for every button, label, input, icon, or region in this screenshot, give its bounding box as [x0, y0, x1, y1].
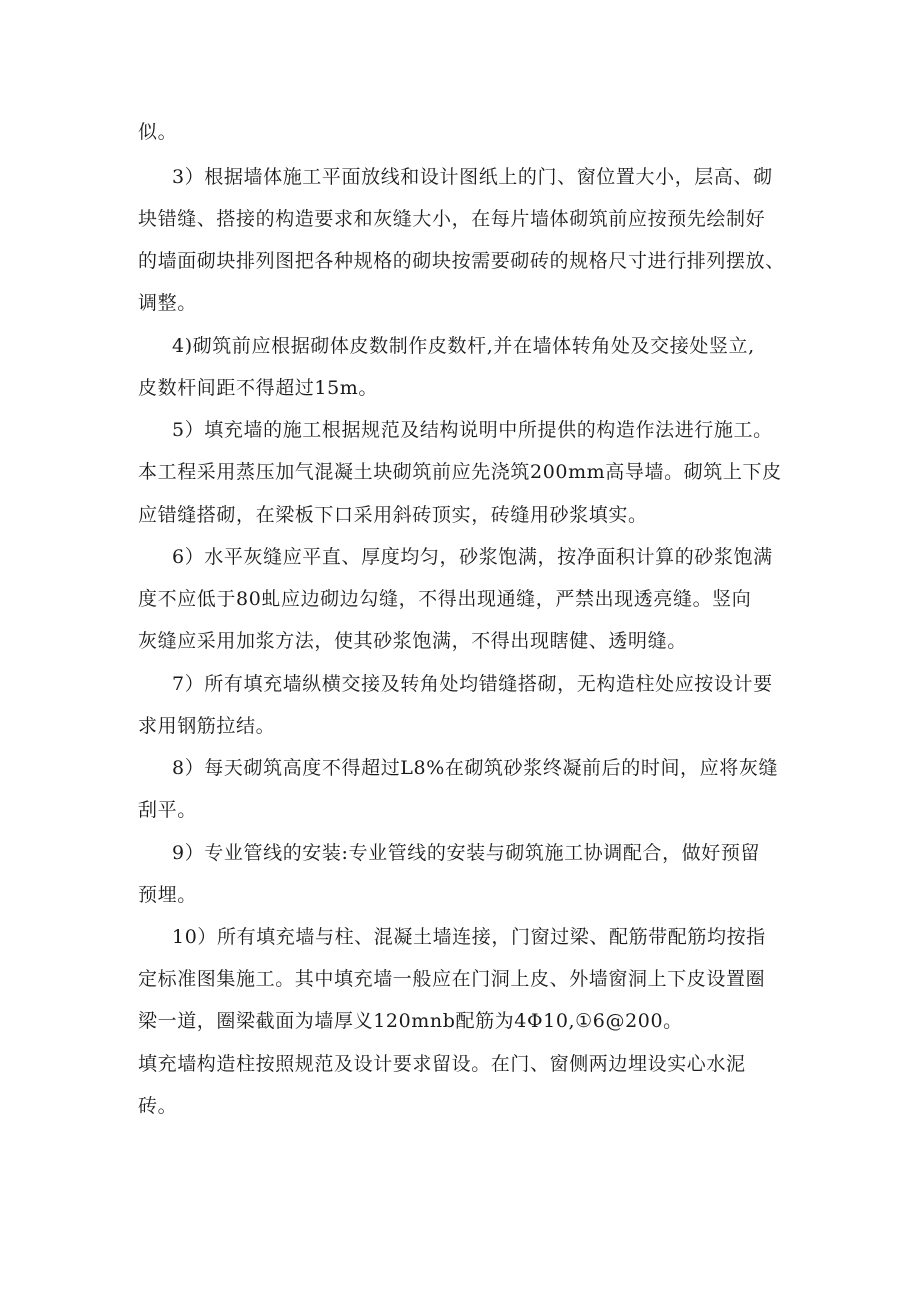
paragraph-10-line-1: 10）所有填充墙与柱、混凝土墙连接，门窗过梁、配筋带配筋均按指 — [172, 926, 766, 948]
paragraph-6-line-2: 度不应低于80虬应边砌边勾缝，不得出现通缝，严禁出现透亮缝。竖向 — [138, 588, 752, 610]
paragraph-9-line-2: 预埋。 — [138, 884, 197, 906]
paragraph-8-line-1: 8）每天砌筑高度不得超过L8%在砌筑砂浆终凝前后的时间，应将灰缝 — [172, 757, 779, 779]
paragraph-5-line-2: 本工程采用蒸压加气混凝土块砌筑前应先浇筑200mm高导墙。砌筑上下皮 — [138, 461, 782, 483]
paragraph-3-line-1: 3）根据墙体施工平面放线和设计图纸上的门、窗位置大小，层高、砌 — [172, 166, 773, 188]
paragraph-5-line-3: 应错缝搭砌，在梁板下口采用斜砖顶实，砖缝用砂浆填实。 — [138, 504, 648, 526]
paragraph-7-line-2: 求用钢筋拉结。 — [138, 715, 276, 737]
paragraph-4-line-1: 4)砌筑前应根据砌体皮数制作皮数杆,并在墙体转角处及交接处竖立, — [172, 335, 755, 357]
paragraph-4-line-2: 皮数杆间距不得超过15m。 — [138, 377, 378, 399]
paragraph-6-line-3: 灰缝应采用加浆方法，使其砂浆饱满，不得出现瞎健、透明缝。 — [138, 630, 687, 652]
paragraph-5-line-1: 5）填充墙的施工根据规范及结构说明中所提供的构造作法进行施工。 — [172, 419, 773, 441]
paragraph-7-line-1: 7）所有填充墙纵横交接及转角处均错缝搭砌，无构造柱处应按设计要 — [172, 673, 773, 695]
paragraph-9-line-1: 9）专业管线的安装:专业管线的安装与砌筑施工协调配合，做好预留 — [172, 842, 761, 864]
paragraph-3-line-4: 调整。 — [138, 292, 197, 314]
paragraph-10-line-2: 定标准图集施工。其中填充墙一般应在门洞上皮、外墙窗洞上下皮设置圈 — [138, 968, 766, 990]
paragraph-11-line-1: 填充墙构造柱按照规范及设计要求留设。在门、窗侧两边埋设实心水泥 — [138, 1053, 746, 1075]
paragraph-8-line-2: 刮平。 — [138, 799, 197, 821]
paragraph-10-line-3: 梁一道，圈梁截面为墙厚义120mnb配筋为4Φ10,①6@200。 — [138, 1010, 683, 1032]
text-line: 似。 — [138, 121, 178, 143]
paragraph-3-line-2: 块错缝、搭接的构造要求和灰缝大小，在每片墙体砌筑前应按预先绘制好 — [138, 208, 766, 230]
paragraph-3-line-3: 的墙面砌块排列图把各种规格的砌块按需要砌砖的规格尺寸进行排列摆放、 — [138, 250, 785, 272]
paragraph-6-line-1: 6）水平灰缝应平直、厚度均匀，砂浆饱满，按净面积计算的砂浆饱满 — [172, 546, 773, 568]
paragraph-11-line-2: 砖。 — [138, 1095, 178, 1117]
